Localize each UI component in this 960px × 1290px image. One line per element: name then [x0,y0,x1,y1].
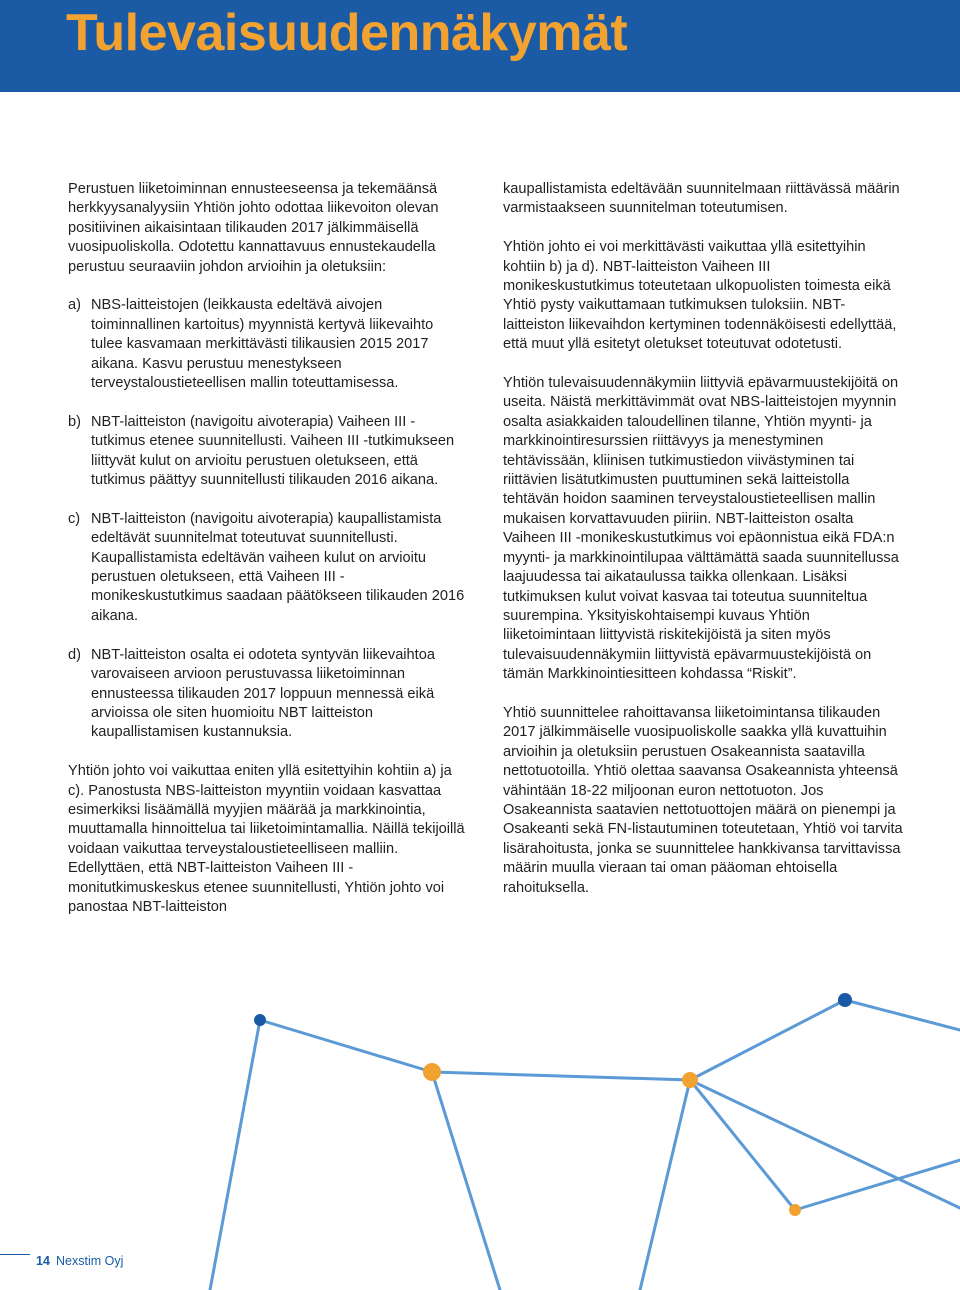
intro-paragraph: Perustuen liiketoiminnan ennusteeseensa ja tekemäänsä herkkyysanalyysiin Yhtiön johto odottaa liikevoiton olevan positiivinen aikaisintaan tilikauden 2017 jälkimmäisellä vuosipuoliskolla. Odotettu kannattavuus ennustekaudella perustuu seuraaviin johdon arvioihin ja oletuksiin: [68,181,439,275]
list-marker: c) [68,510,81,527]
network-line [432,1072,690,1080]
list-marker: b) [68,413,81,430]
list-item [68,296,468,393]
network-node [254,1014,266,1026]
footer [0,1252,200,1270]
page-number: 14 [36,1254,50,1268]
network-line [690,1080,960,1208]
company-name: Nexstim Oyj [56,1254,124,1268]
list-text: NBT-laitteiston (navigoitu aivoterapia) Vaiheen III -tutkimus etenee suunnitellusti. Vaiheen III -tutkimukseen liittyvät kulut on arvioitu perustuen oletukseen, että tutkimus päättyy suunnitellusti tilikauden 2016 aikana. [91,413,455,489]
list-marker: d) [68,646,81,663]
right-paragraph-4: Yhtiö suunnittelee rahoittavansa liiketoimintansa tilikauden 2017 jälkimmäiselle vuosipuoliskolle saakka yllä kuvattuihin arvioihin ja oletuksiin perustuen Osakeannista saatavilla nettotuotoilla. Yhtiö olettaa saavansa Osakeannista yhteensä vähintään 18-22 miljoonan euron nettotuoton. Jos Osakeannista saatavien nettotuottojen määrä on pienempi ja Osakeanti sekä FN-listautuminen toteutetaan, Yhtiö voi tarvita lisärahoitusta, jonka se suunnittelee hankkivansa tarvittavissa määrin muulla vieraan tai oman pääoman ehtoisella rahoituksella. [503,704,903,896]
closing-paragraph: Yhtiön johto voi vaikuttaa eniten yllä esitettyihin kohtiin a) ja c). Panostusta NBS-laitteiston myyntiin voidaan kasvattaa esimerkiksi lisäämällä myyjien määrää ja markkinointia, muuttamalla hinnoittelua tai liiketoimintamallia. Näillä tekijoillä voidaan vaikuttaa terveystaloustieteelliseen malliin. Edellyttäen, että NBT-laitteiston Vaiheen III -monitutkimuskeskus etenee suunnitellusti, Yhtiön johto voi panostaa NBT-laitteiston [68,763,465,915]
network-decoration [0,960,960,1290]
list-item [68,413,468,491]
network-line [690,1080,795,1210]
network-line [690,1000,845,1080]
left-column [68,180,468,937]
network-node [682,1072,698,1088]
network-line [210,1020,260,1290]
right-paragraph-2: Yhtiön johto ei voi merkittävästi vaikuttaa yllä esitettyihin kohtiin b) ja d). NBT-laitteiston Vaiheen III monikeskustutkimus toteutetaan ulkopuolisten toimesta eikä Yhtiö pysty vaikuttamaan tutkimuksen tuloksiin. NBT-laitteiston liikevaihdon kertyminen todennäköisesti edellyttää, että muut yllä esitetyt oletukset toteutuvat odotetusti. [503,239,897,353]
list-item [68,510,468,626]
list-text: NBS-laitteistojen (leikkausta edeltävä aivojen toiminnallinen kartoitus) myynnistä kertyvä liikevaihto tulee kasvamaan merkittävästi tilikausien 2015 2017 aikana. Kasvu perustuu menestykseen terveystaloustieteellisen mallin toteuttamisessa. [91,297,434,392]
footer-rule [0,1254,30,1268]
network-node [789,1204,801,1216]
network-line [845,1000,960,1030]
network-node [423,1063,441,1081]
network-line [260,1020,432,1072]
right-paragraph-1: kaupallistamista edeltävään suunnitelmaan riittävässä määrin varmistaakseen suunnitelman toteutumisen. [503,181,900,217]
list-marker: a) [68,297,81,314]
list-item [68,646,468,743]
network-line [432,1072,500,1290]
page-title: Tulevaisuudennäkymät [66,4,628,62]
list-text: NBT-laitteiston osalta ei odoteta syntyvän liikevaihtoa varovaiseen arvioon perustuvassa liiketoiminnan ennusteessa tilikauden 2017 loppuun mennessä eikä arvioissa ole siten huomioitu NBT laitteiston kaupallistamisen kustannuksia. [91,646,435,741]
list-text: NBT-laitteiston (navigoitu aivoterapia) kaupallistamista edeltävät suunnitelmat toteutuvat suunnitellusti. Kaupallistamista edeltävän vaiheen kulut on arvioitu perustuen oletukseen, että Vaiheen III -monikeskustutkimus saadaan päätökseen tilikauden 2016 aikana. [91,510,465,624]
network-line [640,1080,690,1290]
network-node [838,993,852,1007]
right-paragraph-3: Yhtiön tulevaisuudennäkymiin liittyviä epävarmuustekijöitä on useita. Näistä merkittävimmät ovat NBS-laitteistojen myynnin osalta asiakkaiden taloudellinen tilanne, Yhtiön myynti- ja markkinointiresurssien riittävyys ja menestyminen tehtävissään, kliinisen tutkimustiedon viivästyminen tai riittävien lisätutkimusten puuttuminen sekä laitteistolla tehtävän hoidon saaminen terveystaloustieteellisen mallin mukaisen korvattavuuden piiriin. NBT-laitteiston osalta Vaiheen III -monikeskustutkimus voi epäonnistua eikä FDA:n myynti- ja markkinointilupaa välttämättä saada suunnitellussa laajuudessa tai aikataulussa taikka ollenkaan. Lisäksi tutkimuksen kulut voivat kasvaa tai toteutua suunniteltua suurempina. Yksityiskohtaisempi kuvaus Yhtiön liiketoimintaan liittyvistä riskitekijöistä ja siten myös tulevaisuudennäkymiin liittyvistä epävarmuustekijöistä on tämän Markkinointiesitteen kohdassa “Riskit”. [503,375,899,683]
right-column [503,180,903,917]
